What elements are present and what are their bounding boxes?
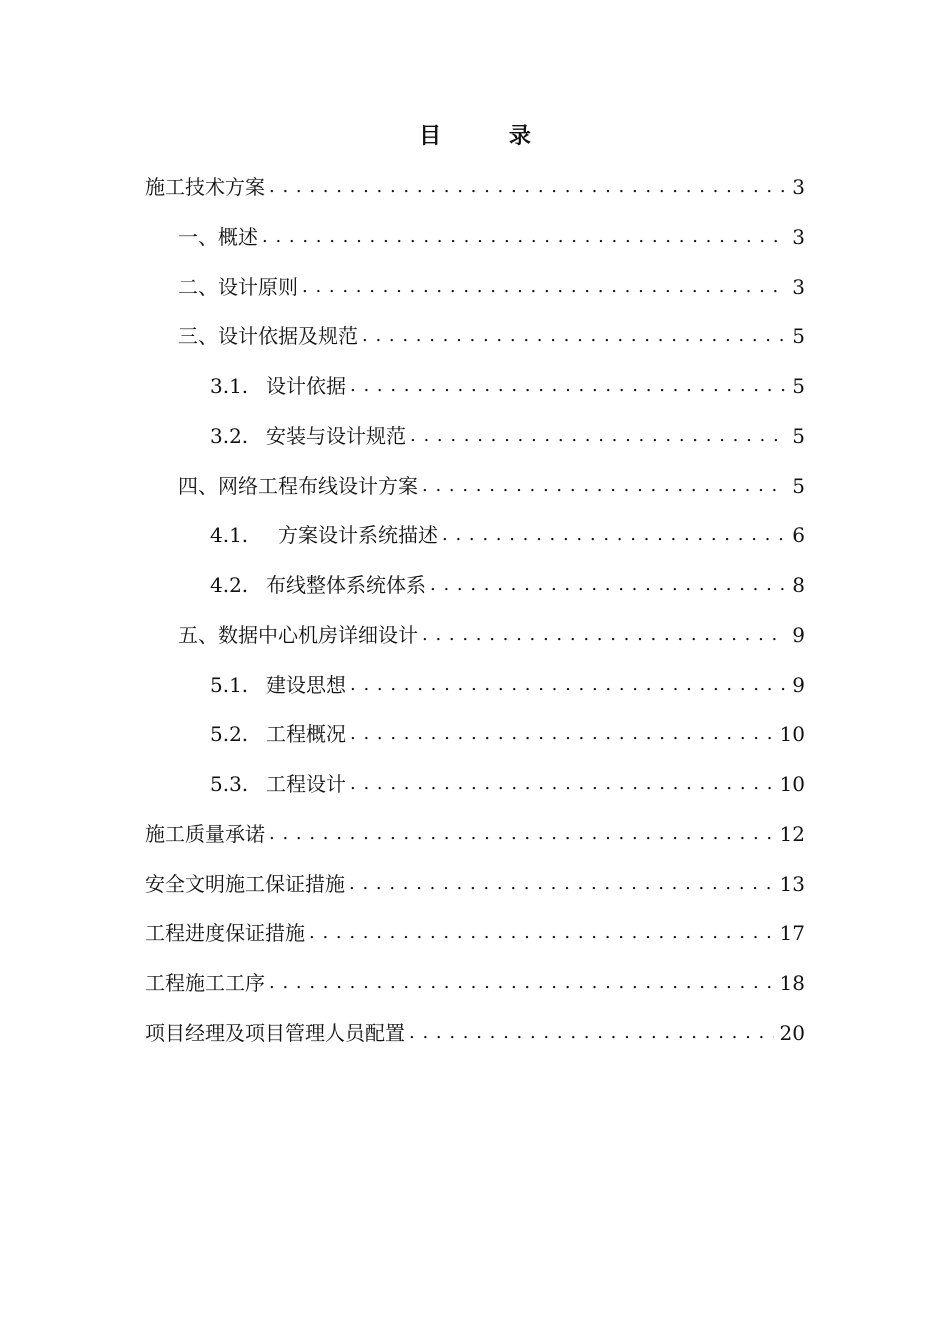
toc-leader-dots [362, 311, 786, 361]
toc-entry[interactable] [145, 162, 805, 212]
toc-entry-text: 二、设计原则 [178, 275, 298, 299]
toc-entry[interactable] [178, 311, 805, 361]
toc-entry[interactable] [145, 958, 805, 1008]
toc-page-number: 10 [779, 722, 805, 746]
toc-section-number: 4.1. [210, 523, 249, 547]
toc-leader-dots [269, 162, 786, 212]
toc-entry-text: 施工技术方案 [145, 175, 265, 199]
toc-leader-dots [302, 262, 786, 312]
toc-entry[interactable] [210, 709, 805, 759]
toc-entry-text: 工程设计 [266, 772, 346, 796]
toc-entry[interactable] [178, 212, 805, 262]
toc-entry[interactable] [178, 262, 805, 312]
toc-entry-text: 方案设计系统描述 [278, 523, 438, 547]
toc-entry-text: 布线整体系统体系 [266, 573, 426, 597]
toc-entry-text: 工程概况 [266, 722, 346, 746]
toc-entry[interactable] [145, 1008, 805, 1058]
toc-entry-text: 施工质量承诺 [145, 822, 265, 846]
toc-page-number: 10 [779, 772, 805, 796]
toc-page-number: 9 [792, 623, 805, 647]
toc-entry[interactable] [210, 411, 805, 461]
toc-section-number: 3.1. [210, 374, 249, 398]
toc-leader-dots [269, 809, 774, 859]
toc-entry-text: 四、网络工程布线设计方案 [178, 474, 418, 498]
toc-page-number: 3 [792, 275, 805, 299]
toc-title: 目 录 [419, 123, 561, 149]
toc-leader-dots [269, 958, 774, 1008]
toc-leader-dots [422, 461, 786, 511]
toc-leader-dots [430, 560, 786, 610]
toc-entry-text: 建设思想 [266, 673, 346, 697]
toc-leader-dots [442, 510, 786, 560]
toc-page-number: 12 [779, 822, 805, 846]
toc-section-number: 5.2. [210, 722, 249, 746]
toc-section-number: 5.1. [210, 673, 249, 697]
toc-page-number: 20 [779, 1021, 805, 1045]
toc-page-number: 17 [779, 921, 805, 945]
toc-leader-dots [350, 660, 786, 710]
toc-entry-text: 安装与设计规范 [266, 424, 406, 448]
toc-page-number: 3 [792, 175, 805, 199]
toc-page-number: 5 [792, 474, 805, 498]
toc-page-number: 18 [779, 971, 805, 995]
toc-entry-text: 五、数据中心机房详细设计 [178, 623, 418, 647]
toc-leader-dots [350, 709, 774, 759]
toc-page-number: 5 [792, 324, 805, 348]
toc-entry-text: 工程进度保证措施 [145, 921, 305, 945]
toc-page-number: 5 [792, 424, 805, 448]
toc-entry-text: 项目经理及项目管理人员配置 [145, 1021, 405, 1045]
toc-leader-dots [409, 1008, 774, 1058]
toc-leader-dots [350, 759, 774, 809]
toc-entry[interactable] [210, 660, 805, 710]
toc-page-number: 9 [792, 673, 805, 697]
toc-entry[interactable] [210, 759, 805, 809]
toc-leader-dots [422, 610, 786, 660]
toc-leader-dots [350, 361, 786, 411]
toc-entry[interactable] [210, 510, 805, 560]
toc-leader-dots [410, 411, 786, 461]
toc-entry[interactable] [210, 361, 805, 411]
toc-leader-dots [262, 212, 786, 262]
toc-entry-text: 工程施工工序 [145, 971, 265, 995]
toc-entry[interactable] [210, 560, 805, 610]
toc-entry[interactable] [178, 461, 805, 511]
toc-page-number: 13 [779, 872, 805, 896]
toc-entry[interactable] [145, 859, 805, 909]
toc-page-number: 6 [792, 523, 805, 547]
toc-page-number: 3 [792, 225, 805, 249]
toc-entry-text: 安全文明施工保证措施 [145, 872, 345, 896]
toc-entry[interactable] [178, 610, 805, 660]
toc-page-number: 8 [792, 573, 805, 597]
toc-entry[interactable] [145, 809, 805, 859]
toc-section-number: 3.2. [210, 424, 249, 448]
toc-section-number: 4.2. [210, 573, 249, 597]
toc-entry[interactable] [145, 908, 805, 958]
toc-entry-text: 一、概述 [178, 225, 258, 249]
toc-entry-text: 设计依据 [266, 374, 346, 398]
toc-section-number: 5.3. [210, 772, 249, 796]
toc-leader-dots [349, 859, 774, 909]
toc-entry-text: 三、设计依据及规范 [178, 324, 358, 348]
toc-page-number: 5 [792, 374, 805, 398]
toc-leader-dots [309, 908, 774, 958]
